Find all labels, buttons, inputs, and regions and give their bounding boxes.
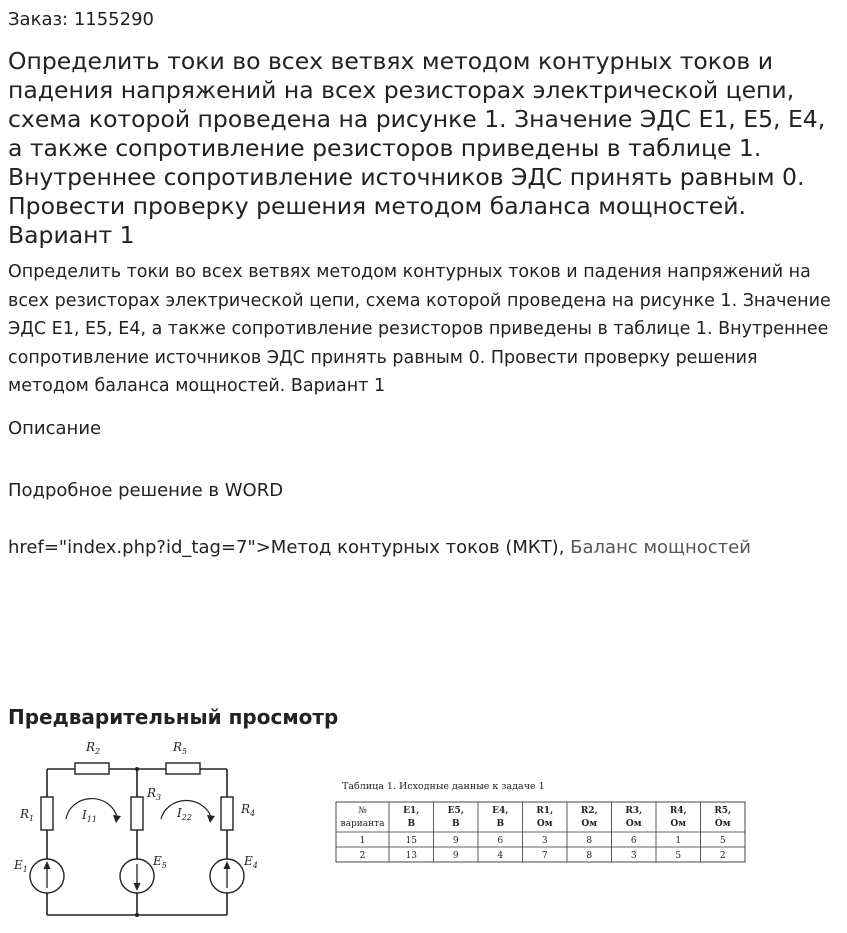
- label-r2: $R_2$: [86, 740, 101, 756]
- table-cell: 5: [719, 836, 726, 846]
- resistor-r4: [221, 797, 233, 830]
- data-table-image: [333, 775, 753, 875]
- label-r3: $R_3$: [147, 786, 162, 802]
- source-e4: [210, 859, 244, 893]
- resistor-r3: [131, 797, 143, 830]
- table-header-cell: R1,: [536, 806, 554, 816]
- source-e5: [120, 859, 154, 893]
- source-e1: [30, 859, 64, 893]
- table-header-cell: №: [358, 806, 367, 816]
- table-header-cell: Ом: [625, 819, 642, 829]
- order-number: Заказ: 1155290: [8, 9, 154, 30]
- table-cell: 6: [497, 836, 504, 846]
- table-cell: 1: [359, 836, 366, 846]
- tags-prefix: href="index.php?id_tag=7">Метод контурных токов (МКТ),: [8, 537, 571, 558]
- table-cell: 3: [630, 851, 637, 861]
- table-header-cell: E4,: [492, 806, 509, 816]
- resistor-r2: [75, 763, 109, 774]
- table-cell: 15: [405, 836, 417, 846]
- table-header-cell: Ом: [536, 819, 553, 829]
- preview-images: [8, 735, 843, 930]
- table-header-cell: В: [451, 819, 460, 829]
- resistor-r1: [41, 797, 53, 830]
- table-cell: 8: [586, 851, 593, 861]
- preview-heading: Предварительный просмотр: [8, 705, 339, 729]
- tags-line: [8, 537, 751, 558]
- resistor-r5: [166, 763, 200, 774]
- table-cell: 2: [359, 851, 366, 861]
- table-header-cell: R5,: [714, 806, 732, 816]
- label-i22: $I_{22}$: [177, 806, 192, 822]
- task-description: Определить токи во всех ветвях методом контурных токов и падения напряжений на всех резисторах электрической цепи, схема которой проведена на рисунке 1. Значение ЭДС E1, E5, E4, а также сопротивление резисторов приведены в таблице 1. Внутреннее сопротивление источников ЭДС принять равным 0. Провести проверку решения методом баланса мощностей. Вариант 1: [8, 262, 831, 396]
- label-e1: $E_1$: [14, 858, 28, 874]
- table-cell: 8: [586, 836, 593, 846]
- table-cell: 2: [719, 851, 726, 861]
- word-solution-note: Подробное решение в WORD: [8, 480, 284, 501]
- label-e5: $E_5$: [153, 854, 167, 870]
- table-cell: 1: [675, 836, 682, 846]
- table-header-cell: R2,: [580, 806, 598, 816]
- table-header-cell: Ом: [714, 819, 731, 829]
- table-cell: 3: [541, 836, 548, 846]
- tag-link-power-balance[interactable]: Баланс мощностей: [570, 537, 751, 558]
- table-cell: 4: [497, 851, 504, 861]
- label-r1: $R_1$: [20, 807, 35, 823]
- table-header-cell: E1,: [403, 806, 420, 816]
- table-header-cell: R3,: [625, 806, 643, 816]
- table-header-cell: R4,: [669, 806, 687, 816]
- table-header-cell: Ом: [581, 819, 598, 829]
- label-e4: $E_4$: [244, 854, 258, 870]
- table-header-cell: варианта: [340, 819, 385, 829]
- circuit-diagram: [8, 735, 268, 930]
- description-heading: Описание: [8, 418, 102, 439]
- label-i11: $I_{11}$: [82, 808, 97, 824]
- table-cell: 7: [541, 851, 548, 861]
- table-cell: 9: [452, 851, 459, 861]
- page-title: Определить токи во всех ветвях методом контурных токов и падения напряжений на всех резисторах электрической цепи, схема которой проведена на рисунке 1. Значение ЭДС E1, E5, E4, а также сопротивление резисторов приведены в таблице 1. Внутреннее сопротивление источников ЭДС принять равным 0. Провести проверку решения методом баланса мощностей. Вариант 1: [8, 47, 826, 249]
- table-header-cell: E5,: [447, 806, 464, 816]
- table-caption: Таблица 1. Исходные данные к задаче 1: [342, 781, 545, 792]
- table-cell: 13: [405, 851, 417, 861]
- table-header-cell: В: [496, 819, 505, 829]
- table-cell: 5: [675, 851, 682, 861]
- label-r4: $R_4$: [241, 802, 256, 818]
- table-header-cell: Ом: [670, 819, 687, 829]
- label-r5: $R_5$: [173, 740, 188, 756]
- table-cell: 6: [630, 836, 637, 846]
- table-cell: 9: [452, 836, 459, 846]
- table-header-cell: В: [407, 819, 416, 829]
